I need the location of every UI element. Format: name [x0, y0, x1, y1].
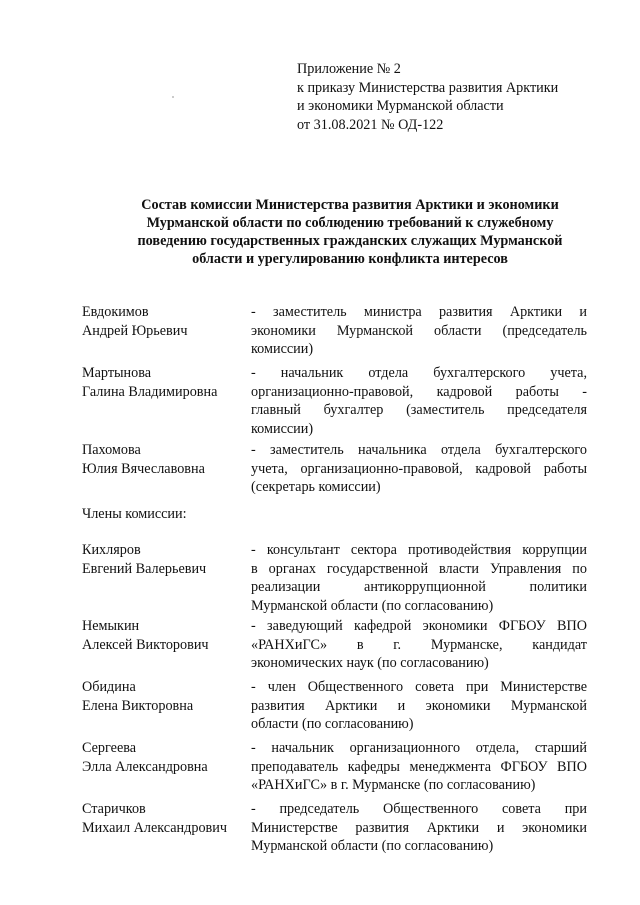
annex-header: [297, 60, 617, 134]
member-name: [82, 364, 252, 401]
role-line: Министерстве развития Арктики и экономики: [251, 819, 587, 836]
role-line: - член Общественного совета при Министерстве: [251, 679, 587, 695]
member-given-names: Андрей Юрьевич: [82, 322, 188, 339]
title-line: Состав комиссии Министерства развития Арктики и экономики: [141, 197, 559, 213]
member-surname: Немыкин: [82, 618, 140, 634]
role-line: главный бухгалтер (заместитель председателя: [251, 402, 587, 418]
role-line: (секретарь комиссии): [251, 479, 381, 495]
member-surname: Кихляров: [82, 542, 141, 558]
member-name: [82, 441, 252, 478]
role-line: преподаватель кафедры менеджмента ФГБОУ ВПО: [251, 758, 587, 775]
member-surname: Обидина: [82, 679, 136, 695]
annex-line: к приказу Министерства развития Арктики: [297, 79, 559, 96]
member-name: [82, 303, 252, 340]
member-role: [251, 617, 587, 673]
role-line: - заведующий кафедрой экономики ФГБОУ ВПО: [251, 618, 587, 634]
member-given-names: Элла Александровна: [82, 758, 208, 775]
member-name: [82, 739, 252, 776]
member-name: [82, 800, 252, 837]
role-line: учета, организационно-правовой, кадровой работы: [251, 460, 587, 477]
member-role: [251, 541, 587, 615]
member-given-names: Евгений Валерьевич: [82, 560, 207, 577]
scan-speck: [172, 96, 174, 98]
role-line: - заместитель министра развития Арктики и: [251, 304, 587, 320]
member-surname: Старичков: [82, 801, 146, 817]
members-heading: Члены комиссии:: [82, 506, 187, 522]
role-line: реализации антикоррупционной политики: [251, 579, 587, 595]
annex-line: от 31.08.2021 № ОД-122: [297, 116, 444, 133]
member-name: [82, 541, 252, 578]
role-line: области (по согласованию): [251, 716, 414, 732]
role-line: - председатель Общественного совета при: [251, 801, 587, 817]
member-role: [251, 303, 587, 359]
annex-line: и экономики Мурманской области: [297, 98, 504, 114]
role-line: - начальник отдела бухгалтерского учета,: [251, 365, 587, 381]
member-surname: Сергеева: [82, 740, 137, 756]
member-surname: Пахомова: [82, 442, 141, 458]
member-given-names: Елена Викторовна: [82, 697, 194, 714]
member-given-names: Галина Владимировна: [82, 383, 218, 400]
role-line: - начальник организационного отдела, старший: [251, 740, 587, 756]
member-surname: Мартынова: [82, 365, 152, 381]
role-line: - консультант сектора противодействия коррупции: [251, 542, 587, 558]
role-line: комиссии): [251, 341, 314, 357]
role-line: развития Арктики и экономики Мурманской: [251, 697, 587, 714]
role-line: - заместитель начальника отдела бухгалтерского: [251, 442, 587, 458]
document-title: [100, 196, 600, 268]
role-line: комиссии): [251, 420, 314, 437]
member-name: [82, 678, 252, 715]
title-line: области и урегулированию конфликта интересов: [192, 251, 508, 267]
member-role: [251, 678, 587, 734]
member-given-names: Михаил Александрович: [82, 819, 227, 836]
title-line: Мурманской области по соблюдению требований к служебному: [146, 215, 554, 231]
member-role: [251, 364, 587, 438]
role-line: организационно-правовой, кадровой работы -: [251, 383, 587, 400]
member-role: [251, 739, 587, 795]
member-role: [251, 800, 587, 856]
role-line: «РАНХиГС» в г. Мурманске (по согласованию): [251, 777, 536, 793]
member-name: [82, 617, 252, 654]
member-role: [251, 441, 587, 497]
member-given-names: Алексей Викторович: [82, 636, 209, 653]
role-line: Мурманской области (по согласованию): [251, 838, 494, 854]
member-surname: Евдокимов: [82, 304, 149, 320]
role-line: в органах государственной власти Управления по: [251, 560, 587, 577]
role-line: «РАНХиГС» в г. Мурманске, кандидат: [251, 636, 587, 653]
role-line: Мурманской области (по согласованию): [251, 597, 494, 614]
annex-line: Приложение № 2: [297, 61, 401, 77]
role-line: экономических наук (по согласованию): [251, 655, 489, 671]
title-line: поведению государственных гражданских служащих Мурманской: [137, 233, 563, 249]
member-given-names: Юлия Вячеславовна: [82, 460, 205, 477]
role-line: экономики Мурманской области (председатель: [251, 322, 587, 339]
